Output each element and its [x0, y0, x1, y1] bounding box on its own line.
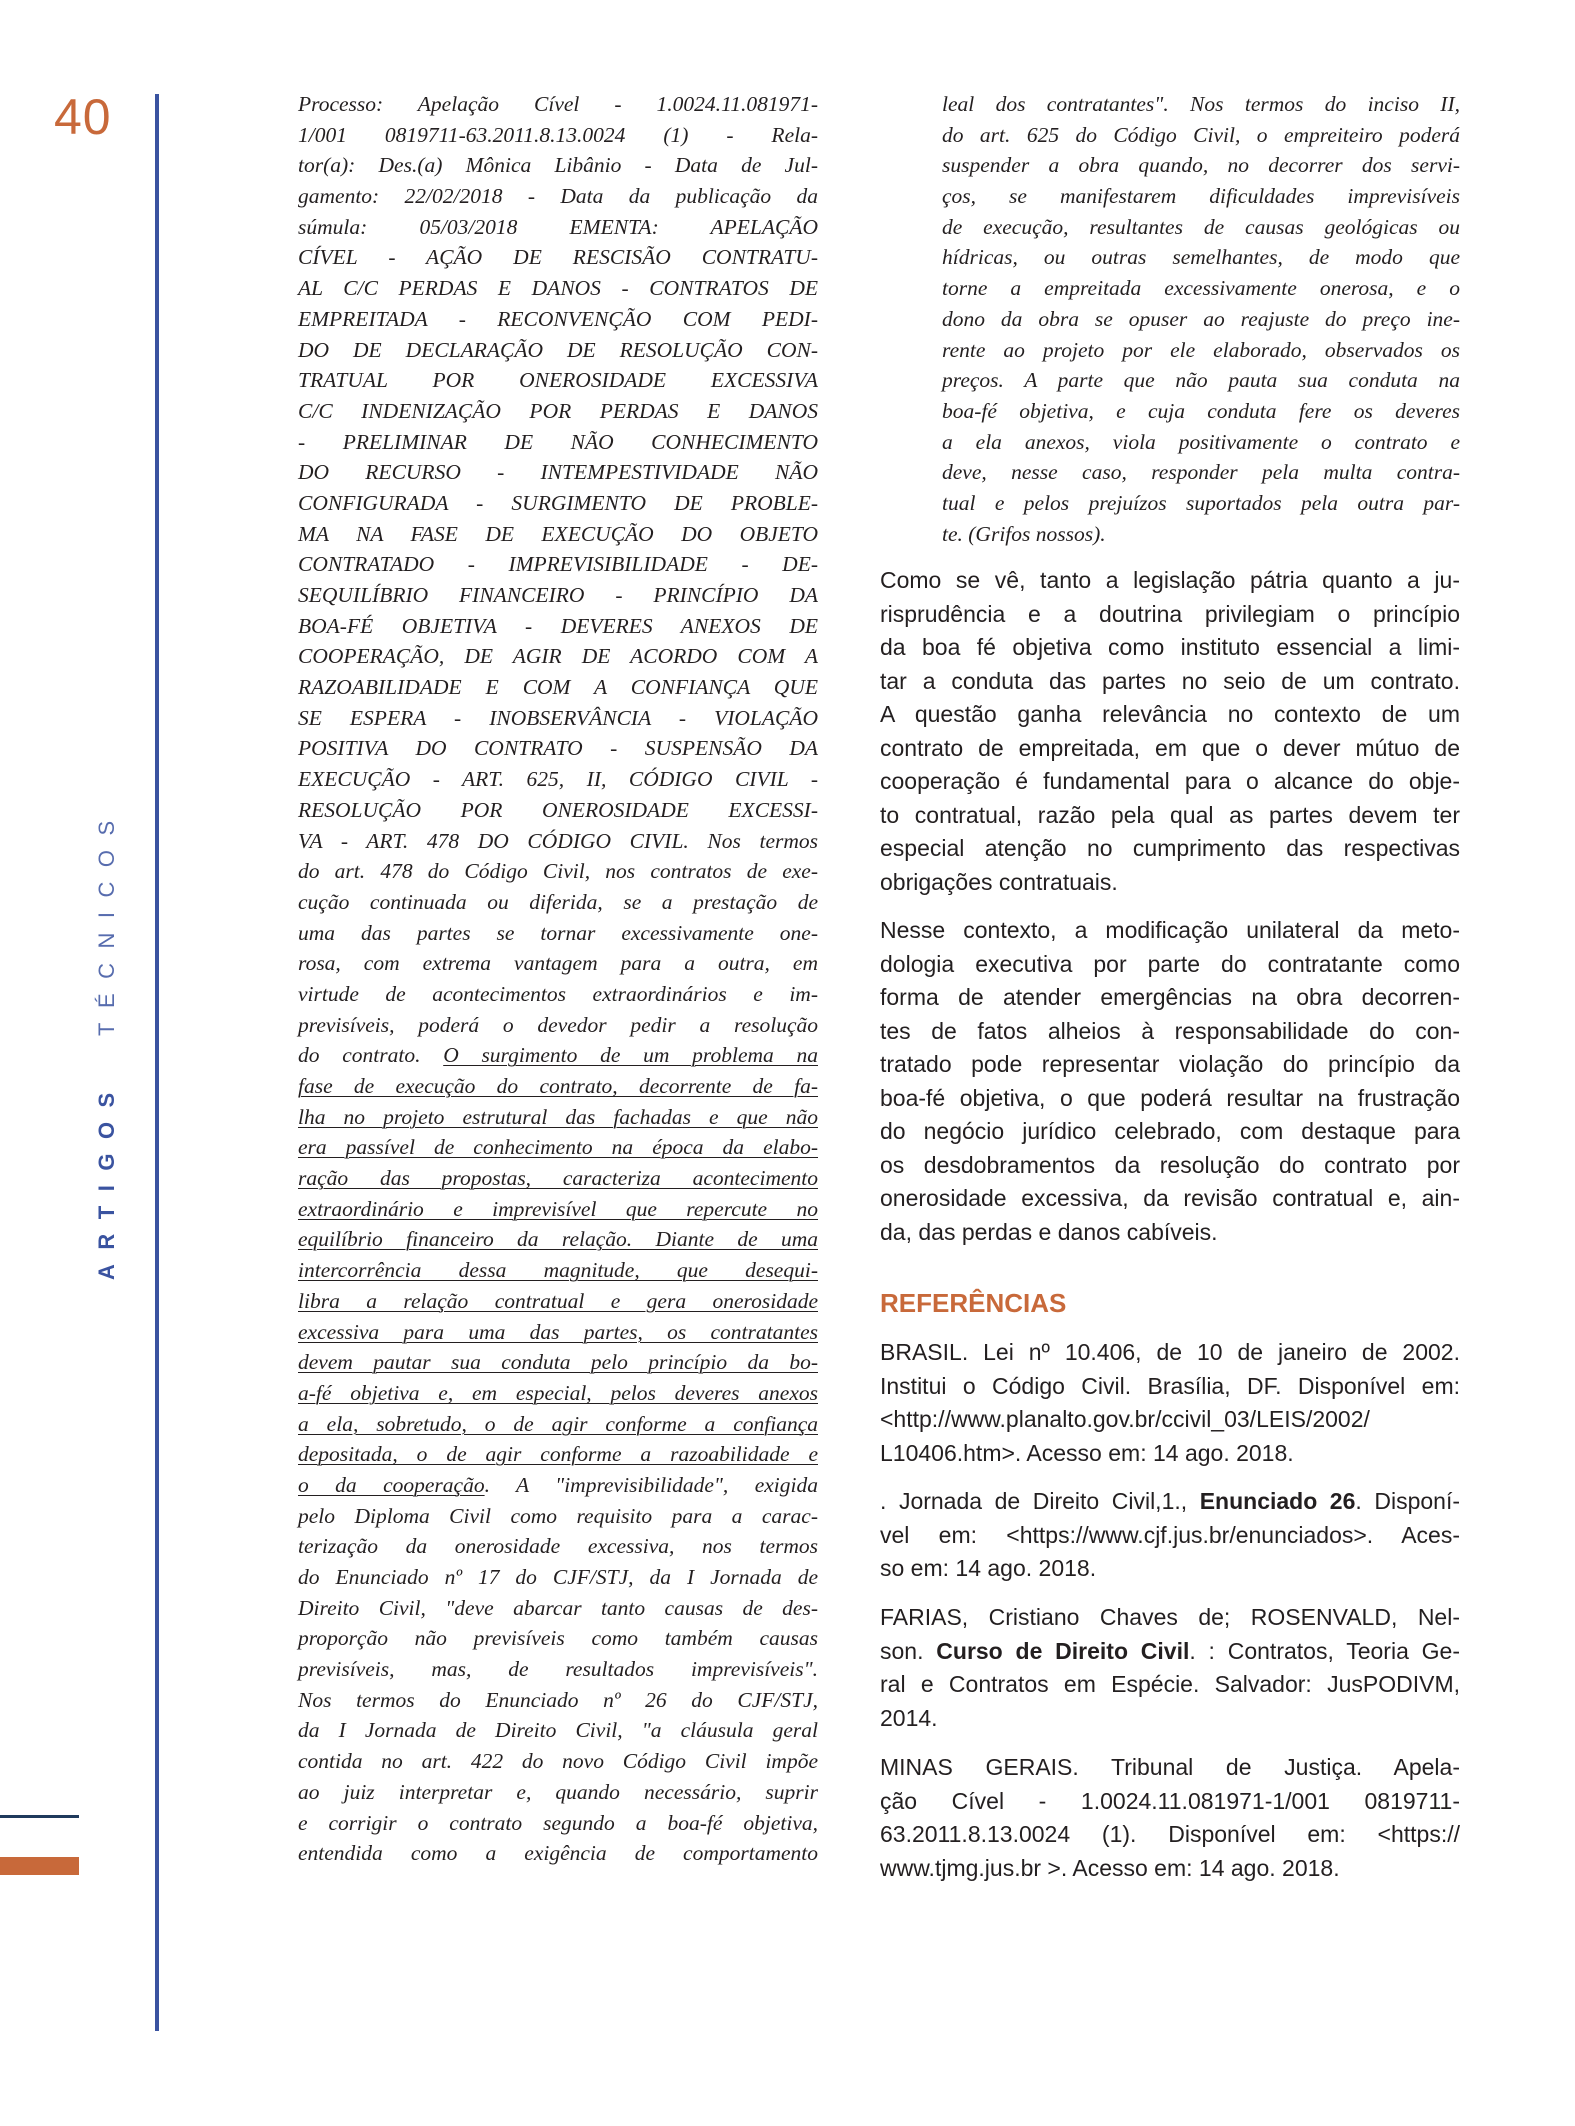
underlined-text: libra a relação contratual e gera onerosidade [298, 1288, 818, 1313]
text-line [298, 365, 818, 396]
text-line [298, 1777, 818, 1808]
underlined-text: ração das propostas, caracteriza acontecimento [298, 1166, 818, 1191]
text-line [298, 1378, 818, 1409]
text-line [298, 979, 818, 1010]
text-segment: www.tjmg.jus.br >. Acesso em: 14 ago. 2018. [880, 1854, 1340, 1881]
text-line [298, 1593, 818, 1624]
text-line [298, 1746, 818, 1777]
text-line [880, 1149, 1460, 1183]
text-segment: vel em: <https://www.cjf.jus.br/enunciados>. Aces- [880, 1521, 1460, 1548]
text-segment: contida no art. 422 do novo Código Civil impõe [298, 1749, 818, 1774]
underlined-text: depositada, o de agir conforme a razoabilidade e [298, 1442, 818, 1467]
text-line [880, 799, 1460, 833]
text-line [298, 1132, 818, 1163]
underlined-text: intercorrência dessa magnitude, que desequi- [298, 1258, 818, 1283]
text-segment: SEQUILÍBRIO FINANCEIRO - PRINCÍPIO DA [298, 583, 818, 607]
text-line [298, 212, 818, 243]
text-segment: EMPREITADA - RECONVENÇÃO COM PEDI- [298, 306, 818, 331]
text-line [880, 1702, 1460, 1736]
text-line [298, 1808, 818, 1839]
text-line [298, 396, 818, 427]
text-segment: SE ESPERA - INOBSERVÂNCIA - VIOLAÇÃO [298, 705, 818, 730]
text-segment: COOPERAÇÃO, DE AGIR DE ACORDO COM A [298, 644, 818, 669]
text-segment: tar a conduta das partes no seio de um contrato. [880, 667, 1460, 694]
text-line [298, 549, 818, 580]
text-segment: VA - ART. 478 DO CÓDIGO CIVIL. Nos termos [298, 828, 818, 853]
text-line [298, 1010, 818, 1041]
text-segment: Como se vê, tanto a legislação pátria quanto a ju- [880, 567, 1460, 593]
text-segment: CONFIGURADA - SURGIMENTO DE PROBLE- [298, 490, 818, 515]
text-segment: boa-fé objetiva, e cuja conduta fere os deveres [942, 398, 1460, 423]
text-line [880, 1485, 1460, 1519]
text-segment: os desdobramentos da resolução do contrato por [880, 1151, 1460, 1178]
text-segment: Nesse contexto, a modificação unilateral da meto- [880, 917, 1460, 943]
underlined-text: a-fé objetiva e, em especial, pelos deveres anexos [298, 1380, 818, 1405]
text-line [298, 242, 818, 273]
text-segment: . : Contratos, Teoria Ge- [1189, 1637, 1460, 1664]
text-line [942, 273, 1460, 304]
text-line [942, 150, 1460, 181]
text-line [298, 1531, 818, 1562]
text-segment: virtude de acontecimentos extraordinários e im- [298, 981, 818, 1006]
underlined-text: era passível de conhecimento na época da elabo- [298, 1135, 818, 1160]
text-segment: son. [880, 1637, 937, 1664]
text-segment: previsíveis, poderá o devedor pedir a resolução [298, 1012, 818, 1037]
text-segment: 63.2011.8.13.0024 (1). Disponível em: <https:// [880, 1821, 1460, 1847]
text-line [298, 1715, 818, 1746]
text-line [880, 1785, 1460, 1819]
text-segment: CÍVEL - AÇÃO DE RESCISÃO CONTRATU- [298, 245, 818, 270]
text-line [298, 1409, 818, 1440]
text-line [298, 1317, 818, 1348]
text-segment: <http://www.planalto.gov.br/ccivil_03/LEIS/2002/ [880, 1406, 1370, 1432]
text-line [298, 795, 818, 826]
text-line [880, 1082, 1460, 1116]
text-segment: . A "imprevisibilidade", exigida [484, 1472, 818, 1497]
text-line [880, 698, 1460, 732]
text-segment: torne a empreitada excessivamente onerosa, e o [942, 276, 1460, 301]
text-line [942, 396, 1460, 427]
text-segment: e corrigir o contrato segundo a boa-fé objetiva, [298, 1810, 818, 1835]
text-line [880, 1048, 1460, 1082]
text-segment: da I Jornada de Direito Civil, "a cláusula geral [298, 1718, 818, 1743]
text-line [880, 732, 1460, 766]
text-line [942, 488, 1460, 519]
text-segment: do art. 478 do Código Civil, nos contratos de exe- [298, 859, 818, 884]
text-line [880, 1336, 1460, 1370]
right-column-quote [942, 89, 1460, 549]
text-segment: - PRELIMINAR DE NÃO CONHECIMENTO [298, 429, 818, 454]
text-line [880, 1635, 1460, 1669]
text-line [298, 948, 818, 979]
text-segment: to contratual, razão pela qual as partes devem ter [880, 801, 1460, 828]
underlined-text: fase de execução do contrato, decorrente de fa- [298, 1074, 818, 1098]
bold-text: Enunciado 26 [1199, 1488, 1356, 1514]
text-segment: MINAS GERAIS. Tribunal de Justiça. Apela- [880, 1754, 1460, 1780]
text-line [880, 832, 1460, 866]
text-line [298, 826, 818, 857]
text-line [880, 914, 1460, 948]
text-line [298, 1347, 818, 1378]
reference-item [880, 1485, 1460, 1586]
text-segment: C/C INDENIZAÇÃO POR PERDAS E DANOS [298, 398, 818, 423]
text-line [298, 1562, 818, 1593]
text-segment: CONTRATADO - IMPREVISIBILIDADE - DE- [298, 552, 818, 577]
reference-item [880, 1601, 1460, 1735]
text-segment: so em: 14 ago. 2018. [880, 1555, 1097, 1581]
text-line [298, 1470, 818, 1501]
text-line [298, 641, 818, 672]
text-line [298, 519, 818, 550]
text-segment: cooperação é fundamental para o alcance do obje- [880, 768, 1460, 794]
underlined-text: a ela, sobretudo, o de agir conforme a confiança [298, 1411, 818, 1436]
text-line [880, 665, 1460, 699]
text-line [880, 1015, 1460, 1049]
text-line [942, 335, 1460, 366]
text-line [880, 1403, 1460, 1437]
text-line [942, 365, 1460, 396]
text-segment: cução continuada ou diferida, se a prestação de [298, 889, 818, 914]
underlined-text: devem pautar sua conduta pelo princípio da bo- [298, 1350, 818, 1375]
text-line [942, 89, 1460, 120]
text-line [880, 1552, 1460, 1586]
text-segment: 1/001 0819711-63.2011.8.13.0024 (1) - Rela- [298, 122, 818, 147]
text-line [298, 304, 818, 335]
text-line [298, 1654, 818, 1685]
text-line [298, 1501, 818, 1532]
text-line [880, 1751, 1460, 1785]
text-segment: Institui o Código Civil. Brasília, DF. Disponível em: [880, 1372, 1460, 1399]
text-segment: ção Cível - 1.0024.11.081971-1/001 0819711- [880, 1787, 1460, 1814]
text-line [298, 150, 818, 181]
text-line [298, 1040, 818, 1071]
text-line [298, 580, 818, 611]
underlined-text: excessiva para uma das partes, os contratantes [298, 1319, 818, 1344]
underlined-text: lha no projeto estrutural das fachadas e que não [298, 1104, 818, 1129]
text-segment: BRASIL. Lei nº 10.406, de 10 de janeiro de 2002. [880, 1339, 1460, 1365]
left-column-quote [298, 89, 818, 1869]
text-segment: te. (Grifos nossos). [942, 521, 1106, 546]
reference-item [880, 1751, 1460, 1885]
text-line [298, 733, 818, 764]
text-segment: hídricas, ou outras semelhantes, de modo que [942, 245, 1460, 270]
text-line [880, 948, 1460, 982]
text-line [298, 1838, 818, 1869]
text-line [298, 887, 818, 918]
text-line [942, 120, 1460, 151]
text-line [298, 1224, 818, 1255]
text-segment: FARIAS, Cristiano Chaves de; ROSENVALD, Nel- [880, 1604, 1460, 1630]
text-line [942, 427, 1460, 458]
underlined-text: O surgimento de um problema na [443, 1043, 818, 1068]
text-line [298, 1685, 818, 1716]
text-segment: ao juiz interpretar e, quando necessário, suprir [298, 1779, 818, 1804]
text-segment: RESOLUÇÃO POR ONEROSIDADE EXCESSI- [298, 797, 818, 822]
text-line [298, 703, 818, 734]
text-segment: ral e Contratos em Espécie. Salvador: JusPODIVM, [880, 1671, 1460, 1697]
text-segment: gamento: 22/02/2018 - Data da publicação da [298, 184, 818, 209]
text-segment: pelo Diploma Civil como requisito para a carac- [298, 1503, 818, 1528]
text-segment: tual e pelos prejuízos suportados pela outra par- [942, 490, 1460, 515]
text-segment: tes de fatos alheios à responsabilidade do con- [880, 1017, 1460, 1044]
text-segment: do art. 625 do Código Civil, o empreiteiro poderá [942, 122, 1460, 147]
text-segment: obrigações contratuais. [880, 868, 1118, 895]
text-segment: de execução, resultantes de causas geológicas ou [942, 214, 1460, 239]
text-line [298, 764, 818, 795]
text-segment: BOA-FÉ OBJETIVA - DEVERES ANEXOS DE [298, 613, 818, 638]
text-segment: Processo: Apelação Cível - 1.0024.11.081971- [298, 92, 818, 116]
text-segment: do negócio jurídico celebrado, com destaque para [880, 1118, 1460, 1144]
text-segment: 2014. [880, 1704, 938, 1731]
text-segment: leal dos contratantes". Nos termos do inciso II, [942, 92, 1460, 116]
text-line [942, 242, 1460, 273]
text-line [880, 866, 1460, 900]
text-line [298, 1194, 818, 1225]
text-line [880, 564, 1460, 598]
text-line [298, 488, 818, 519]
text-line [880, 1437, 1460, 1471]
text-line [942, 304, 1460, 335]
text-line [880, 1818, 1460, 1852]
text-segment: forma de atender emergências na obra decorren- [880, 984, 1460, 1010]
text-line [298, 1286, 818, 1317]
text-line [298, 335, 818, 366]
text-segment: Nos termos do Enunciado nº 26 do CJF/STJ, [298, 1687, 818, 1712]
text-segment: súmula: 05/03/2018 EMENTA: APELAÇÃO [298, 214, 818, 239]
text-line [880, 1370, 1460, 1404]
text-line [880, 1852, 1460, 1886]
text-segment: ços, se manifestarem dificuldades imprevisíveis [942, 184, 1460, 209]
text-line [298, 120, 818, 151]
text-segment: contrato de empreitada, em que o dever mútuo de [880, 734, 1460, 761]
text-segment: risprudência e a doutrina privilegiam o princípio [880, 600, 1460, 627]
text-segment: boa-fé objetiva, o que poderá resultar na frustração [880, 1084, 1460, 1111]
vertical-rule [155, 94, 159, 2031]
text-line [298, 1255, 818, 1286]
text-segment: rosa, com extrema vantagem para a outra, em [298, 951, 818, 976]
decorative-bar-orange [0, 1857, 79, 1875]
body-paragraph-2 [880, 914, 1460, 1249]
references-heading: REFERÊNCIAS [880, 1288, 1067, 1318]
text-segment: POSITIVA DO CONTRATO - SUSPENSÃO DA [298, 736, 818, 761]
text-line [298, 1071, 818, 1102]
text-line [298, 89, 818, 120]
text-segment: DO RECURSO - INTEMPESTIVIDADE NÃO [298, 460, 818, 485]
text-line [880, 1668, 1460, 1702]
text-line [298, 1623, 818, 1654]
text-segment: entendida como a exigência de comportamento [298, 1841, 818, 1866]
text-line [298, 1163, 818, 1194]
text-segment: . Jornada de Direito Civil,1., [880, 1488, 1200, 1514]
decorative-bar-dark [0, 1815, 79, 1818]
text-line [298, 457, 818, 488]
text-line [298, 181, 818, 212]
text-line [298, 856, 818, 887]
text-line [942, 212, 1460, 243]
text-segment: previsíveis, mas, de resultados imprevisíveis". [298, 1657, 818, 1682]
text-segment: onerosidade excessiva, da revisão contratual e, ain- [880, 1185, 1460, 1211]
section-label [94, 805, 120, 1280]
text-segment: tratado pode representar violação do princípio da [880, 1051, 1460, 1077]
text-line [942, 519, 1460, 550]
text-segment: uma das partes se tornar excessivamente one- [298, 920, 818, 945]
underlined-text: o da cooperação [298, 1472, 485, 1497]
section-label-light: TÉCNICOS [94, 805, 119, 1036]
text-segment: dono da obra se opuser ao reajuste do preço ine- [942, 306, 1460, 331]
text-line [880, 765, 1460, 799]
bold-text: Curso de Direito Civil [936, 1637, 1190, 1664]
text-line [298, 273, 818, 304]
text-segment: A questão ganha relevância no contexto de um [880, 701, 1460, 727]
text-line [880, 631, 1460, 665]
text-segment: L10406.htm>. Acesso em: 14 ago. 2018. [880, 1439, 1294, 1466]
text-line [298, 1102, 818, 1133]
text-segment: suspender a obra quando, no decorrer dos servi- [942, 153, 1460, 178]
text-segment: dologia executiva por parte do contratante como [880, 950, 1460, 977]
text-line [942, 457, 1460, 488]
text-line [880, 1115, 1460, 1149]
text-segment: Direito Civil, "deve abarcar tanto causas de des- [298, 1595, 818, 1620]
text-segment: proporção não previsíveis como também causas [298, 1626, 818, 1651]
text-segment: do contrato. [298, 1043, 444, 1068]
reference-item [880, 1336, 1460, 1470]
text-segment: EXECUÇÃO - ART. 625, II, CÓDIGO CIVIL - [298, 767, 818, 792]
page-number: 40 [54, 89, 112, 145]
text-line [880, 1216, 1460, 1250]
text-line [298, 427, 818, 458]
text-line [298, 672, 818, 703]
text-segment: rente ao projeto por ele elaborado, observados os [942, 337, 1460, 362]
text-line [880, 598, 1460, 632]
underlined-text: extraordinário e imprevisível que repercute no [298, 1196, 818, 1221]
text-segment: terização da onerosidade excessiva, nos termos [298, 1534, 818, 1559]
text-segment: RAZOABILIDADE E COM A CONFIANÇA QUE [298, 675, 818, 700]
text-segment: especial atenção no cumprimento das respectivas [880, 835, 1460, 861]
text-line [880, 1601, 1460, 1635]
text-segment: preços. A parte que não pauta sua conduta na [942, 368, 1460, 393]
text-segment: da boa fé objetiva como instituto essencial a limi- [880, 634, 1460, 660]
text-line [942, 181, 1460, 212]
text-segment: TRATUAL POR ONEROSIDADE EXCESSIVA [298, 368, 818, 393]
text-segment: AL C/C PERDAS E DANOS - CONTRATOS DE [298, 276, 818, 301]
text-segment: MA NA FASE DE EXECUÇÃO DO OBJETO [298, 521, 818, 546]
text-segment: do Enunciado nº 17 do CJF/STJ, da I Jornada de [298, 1565, 818, 1589]
section-label-bold: ARTIGOS [94, 1078, 119, 1280]
text-segment: tor(a): Des.(a) Mônica Libânio - Data de Jul- [298, 153, 818, 178]
text-segment: deve, nesse caso, responder pela multa contra- [942, 460, 1460, 485]
text-line [880, 1519, 1460, 1553]
text-segment: a ela anexos, viola positivamente o contrato e [942, 429, 1460, 454]
text-segment: . Disponí- [1355, 1488, 1460, 1514]
text-segment: DO DE DECLARAÇÃO DE RESOLUÇÃO CON- [298, 337, 818, 362]
text-segment: da, das perdas e danos cabíveis. [880, 1218, 1218, 1245]
text-line [880, 1182, 1460, 1216]
text-line [880, 981, 1460, 1015]
text-line [298, 611, 818, 642]
underlined-text: equilíbrio financeiro da relação. Diante de uma [298, 1227, 818, 1252]
text-line [298, 918, 818, 949]
text-line [298, 1439, 818, 1470]
body-paragraph-1 [880, 564, 1460, 899]
